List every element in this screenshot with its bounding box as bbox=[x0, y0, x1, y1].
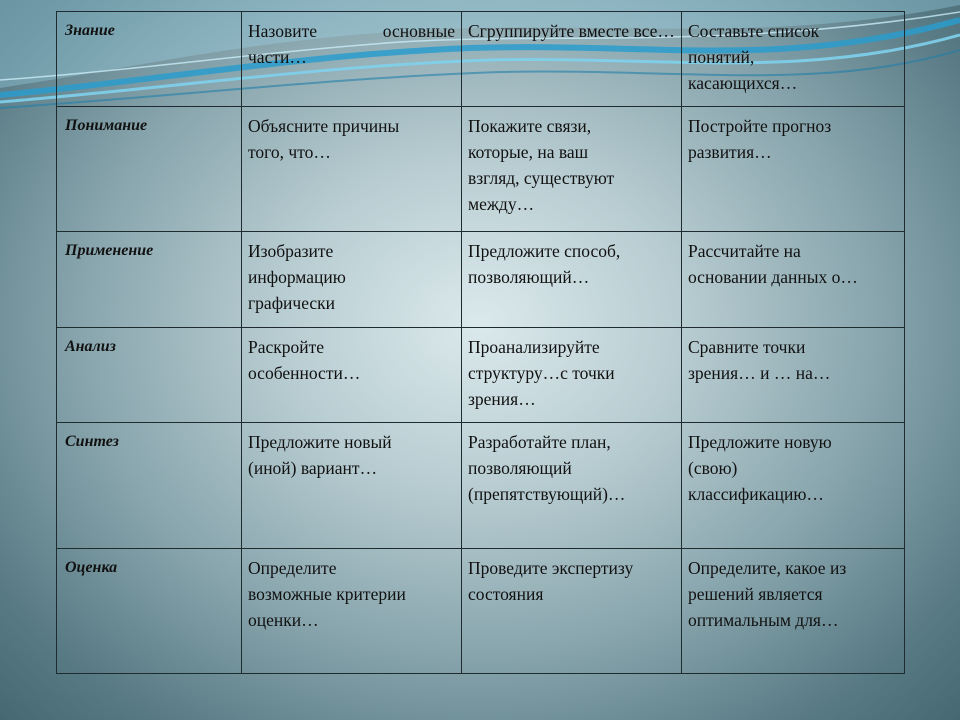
table-row bbox=[57, 107, 905, 232]
cell-line: Покажите связи, bbox=[468, 116, 592, 136]
table-cell bbox=[242, 328, 462, 423]
cell-line: понятий, bbox=[688, 47, 755, 67]
cell-line: оптимальным для… bbox=[688, 610, 839, 630]
cell-line: развития… bbox=[688, 142, 772, 162]
cell-line: касающихся… bbox=[688, 73, 798, 93]
table-cell bbox=[682, 423, 905, 549]
table-cell bbox=[462, 328, 682, 423]
cell-line: Предложите новый bbox=[248, 432, 392, 452]
cell-line: между… bbox=[468, 194, 535, 214]
cell-line: зрения… и … на… bbox=[688, 363, 831, 383]
cell-line: которые, на ваш bbox=[468, 142, 589, 162]
level-cell: Оценка bbox=[57, 549, 242, 674]
bloom-taxonomy-table bbox=[56, 11, 905, 674]
table-cell bbox=[462, 549, 682, 674]
cell-line: графически bbox=[248, 293, 336, 313]
table-cell bbox=[242, 12, 462, 107]
cell-line: Определите, какое из bbox=[688, 558, 847, 578]
cell-line: Проведите экспертизу bbox=[468, 558, 634, 578]
table-cell bbox=[242, 423, 462, 549]
table-cell bbox=[682, 328, 905, 423]
level-cell: Анализ bbox=[57, 328, 242, 423]
cell-line: Раскройте bbox=[248, 337, 325, 357]
cell-line: возможные критерии bbox=[248, 584, 406, 604]
cell-line: Определите bbox=[248, 558, 337, 578]
cell-line: позволяющий bbox=[468, 458, 572, 478]
cell-line: основании данных о… bbox=[688, 267, 858, 287]
cell-line: особенности… bbox=[248, 363, 361, 383]
cell-line: Проанализируйте bbox=[468, 337, 600, 357]
cell-line: позволяющий… bbox=[468, 267, 590, 287]
cell-line: (препятствующий)… bbox=[468, 484, 626, 504]
table-cell bbox=[462, 232, 682, 328]
cell-line: структуру…с точки bbox=[468, 363, 615, 383]
cell-line: информацию bbox=[248, 267, 346, 287]
table-cell bbox=[242, 549, 462, 674]
cell-line: взгляд, существуют bbox=[468, 168, 615, 188]
table-cell bbox=[682, 232, 905, 328]
table-cell bbox=[462, 423, 682, 549]
cell-line: (свою) bbox=[688, 458, 738, 478]
cell-line: Объясните причины bbox=[248, 116, 400, 136]
cell-line: Предложите способ, bbox=[468, 241, 621, 261]
cell-line: Рассчитайте на bbox=[688, 241, 801, 261]
table-row bbox=[57, 12, 905, 107]
table-row bbox=[57, 232, 905, 328]
cell-line: решений является bbox=[688, 584, 823, 604]
cell-line: зрения… bbox=[468, 389, 536, 409]
cell-line: (иной) вариант… bbox=[248, 458, 378, 478]
cell-line: того, что… bbox=[248, 142, 331, 162]
table-cell bbox=[462, 107, 682, 232]
table-cell: Сгруппируйте вместе все… bbox=[462, 12, 682, 107]
cell-line: классификацию… bbox=[688, 484, 824, 504]
cell-line: Изобразите bbox=[248, 241, 334, 261]
table-cell bbox=[242, 107, 462, 232]
cell-line: Составьте список bbox=[688, 21, 820, 41]
table-cell bbox=[682, 12, 905, 107]
cell-line: части… bbox=[248, 47, 307, 67]
level-cell: Применение bbox=[57, 232, 242, 328]
table-row bbox=[57, 328, 905, 423]
level-cell: Синтез bbox=[57, 423, 242, 549]
cell-line: состояния bbox=[468, 584, 544, 604]
cell-line: Постройте прогноз bbox=[688, 116, 832, 136]
table-row bbox=[57, 423, 905, 549]
cell-line: Разработайте план, bbox=[468, 432, 611, 452]
cell-line: оценки… bbox=[248, 610, 319, 630]
cell-line: Предложите новую bbox=[688, 432, 832, 452]
level-cell: Знание bbox=[57, 12, 242, 107]
table-row bbox=[57, 549, 905, 674]
table-cell bbox=[682, 107, 905, 232]
cell-line: Сравните точки bbox=[688, 337, 806, 357]
table-cell bbox=[242, 232, 462, 328]
table-cell bbox=[682, 549, 905, 674]
cell-line: Назовите основные bbox=[248, 21, 455, 41]
level-cell: Понимание bbox=[57, 107, 242, 232]
